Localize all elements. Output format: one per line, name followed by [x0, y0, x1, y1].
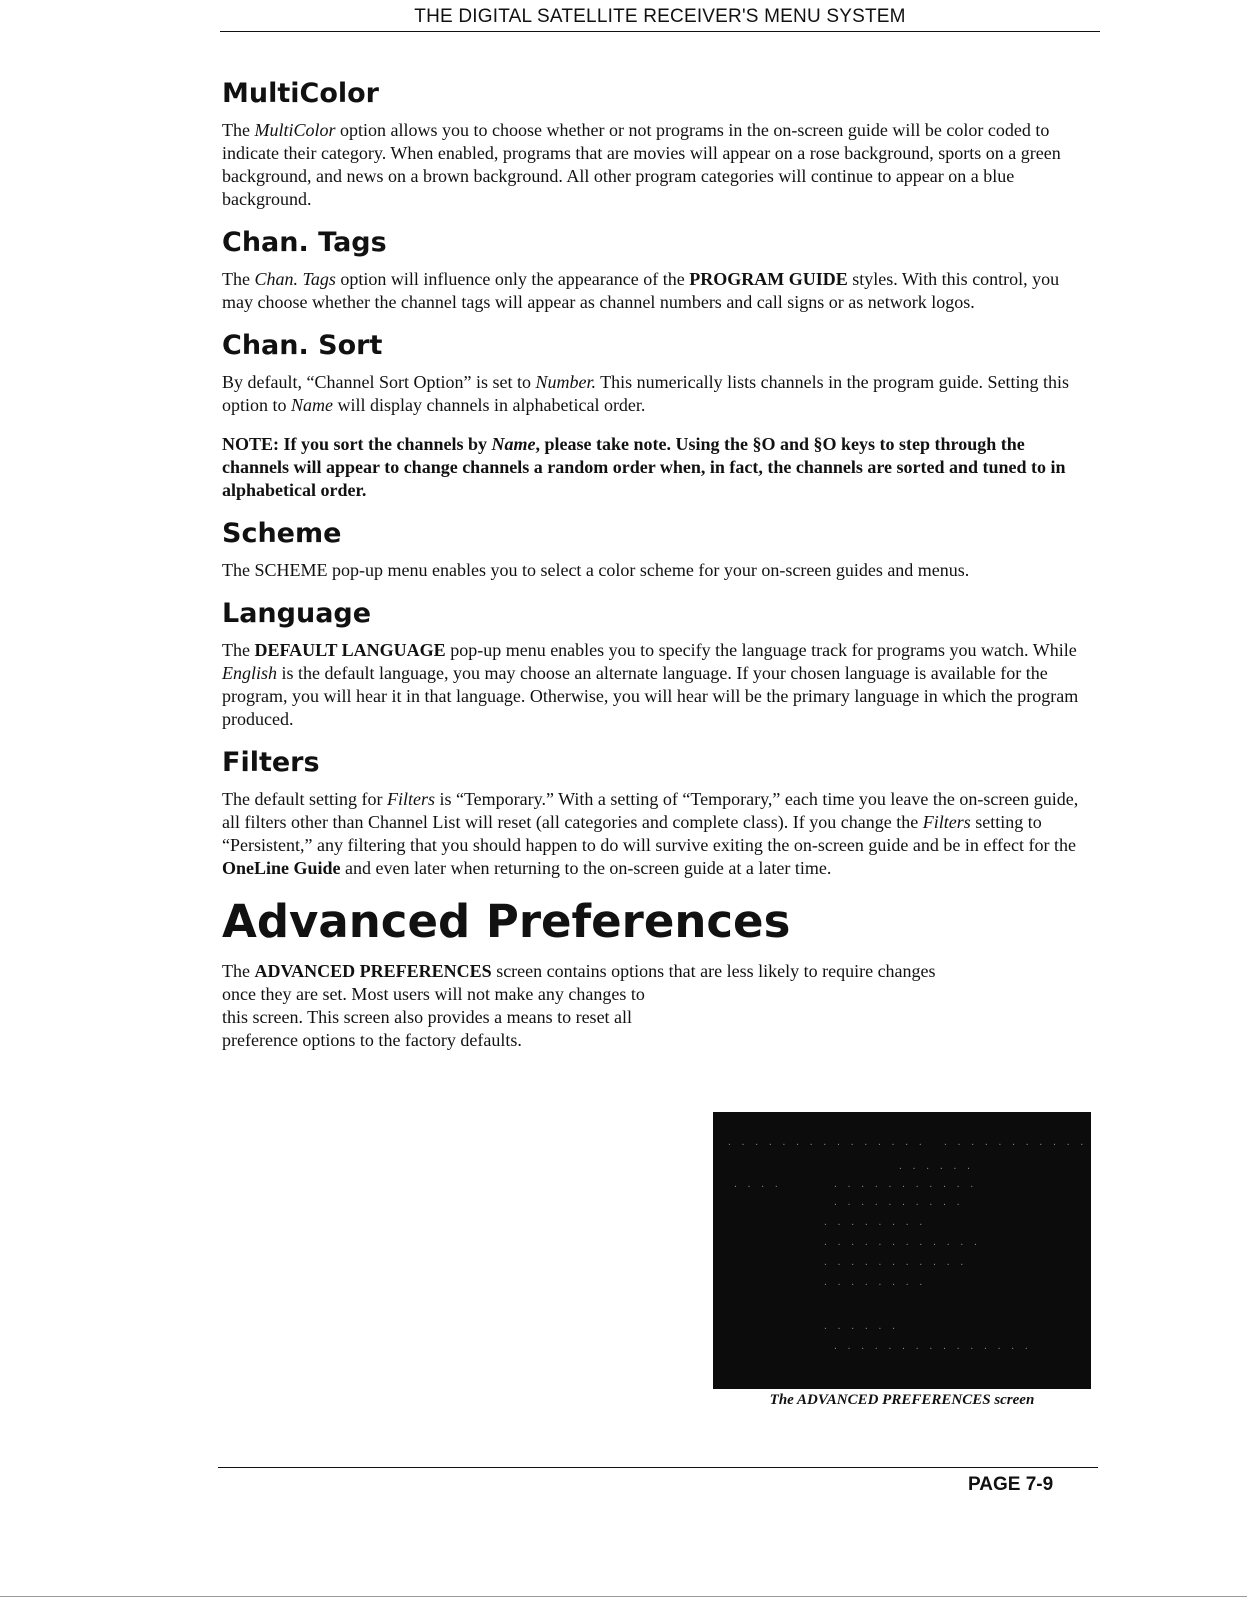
footer-rule [218, 1467, 1098, 1468]
heading-multicolor: MultiColor [222, 78, 379, 109]
page-number: PAGE 7-9 [968, 1474, 1054, 1495]
heading-chan-tags: Chan. Tags [222, 227, 387, 258]
bold-term: PROGRAM GUIDE [689, 269, 848, 289]
italic-term: Filters [922, 812, 971, 832]
screen-blur-text: · · · · · · · · · · [833, 1200, 963, 1209]
section-language [222, 598, 1092, 731]
paragraph-chan-tags [222, 268, 1092, 314]
heading-language: Language [222, 598, 372, 629]
advanced-preferences-screenshot [713, 1112, 1091, 1389]
paragraph-multicolor [222, 119, 1092, 211]
note-chan-sort [222, 433, 1092, 502]
section-chan-tags [222, 227, 1092, 314]
heading-filters: Filters [222, 747, 320, 778]
heading-chan-sort: Chan. Sort [222, 330, 383, 361]
text-run: option allows you to choose whether or not programs in the on-screen guide will be color coded to indicate their category. When enabled, programs that are movies will appear on a rose background, sports on a green background, and news on a brown background. All other program categories will continue to appear on a blue background. [222, 120, 1061, 209]
italic-term: Chan. Tags [254, 269, 336, 289]
text-run: The [222, 560, 255, 580]
caps-term: SCHEME [254, 560, 328, 580]
section-advanced-preferences [222, 896, 1092, 1052]
screen-blur-text: · · · · · · [823, 1324, 898, 1333]
screen-blur-text: · · · · · · · · · · · · [823, 1240, 980, 1249]
paragraph-language [222, 639, 1092, 731]
text-run: The [222, 120, 255, 140]
screen-blur-text: · · · · · · · · [823, 1280, 926, 1289]
bold-term: OneLine Guide [222, 858, 341, 878]
text-run: screen contains options that are less likely to require changes [491, 961, 936, 981]
header-rule [220, 31, 1100, 32]
text-run: setting to “Persistent,” any filtering that you should happen to do will survive exiting the on-screen guide and be in effect for the [222, 812, 1076, 855]
text-run: The default setting for [222, 789, 387, 809]
paragraph-filters [222, 788, 1092, 880]
scan-edge-rule [0, 1596, 1247, 1597]
section-chan-sort [222, 330, 1092, 502]
italic-term: Name [491, 434, 536, 454]
heading-advanced-preferences: Advanced Preferences [222, 895, 791, 948]
italic-term: MultiColor [254, 120, 336, 140]
italic-term: Number. [535, 372, 596, 392]
screen-blur-text: · · · · · · · · · · · · · · · [833, 1344, 1031, 1353]
text-run: The [222, 961, 255, 981]
paragraph-advanced-intro [222, 960, 1092, 983]
heading-scheme: Scheme [222, 518, 342, 549]
section-filters [222, 747, 1092, 880]
screen-blur-text: · · · · · · [898, 1164, 973, 1173]
italic-term: English [222, 663, 278, 683]
text-run: The [222, 640, 255, 660]
text-run: and even later when returning to the on-screen guide at a later time. [340, 858, 832, 878]
italic-term: Filters [386, 789, 435, 809]
text-run: is the default language, you may choose an alternate language. If your chosen language is available for the program, you will hear it in that language. Otherwise, you will hear will be the primary language in which the program produced. [222, 663, 1079, 729]
paragraph-scheme [222, 559, 1092, 582]
screen-blur-text: · · · · · · · · · · · [833, 1182, 977, 1191]
text-run: pop-up menu enables you to select a color scheme for your on-screen guides and menus. [327, 560, 970, 580]
text-run: , please take note. Using the §O and §O keys to step through the channels will appear to change channels a random order when, in fact, the channels are sorted and tuned to in alphabetical order. [222, 434, 1066, 500]
bold-term: ADVANCED PREFERENCES [254, 961, 492, 981]
text-run: styles. With this control, you may choose whether the channel tags will appear as channel numbers and call signs or as network logos. [222, 269, 1060, 312]
text-run: By default, “Channel Sort Option” is set to [222, 372, 536, 392]
section-multicolor [222, 78, 1092, 211]
text-run: is “Temporary.” With a setting of “Temporary,” each time you leave the on-screen guide, all filters other than Channel List will reset (all categories and complete class). If you change the [222, 789, 1079, 832]
screen-blur-text: · · · · · · · · · · · · · · · [727, 1140, 925, 1149]
page-content [222, 78, 1092, 1052]
text-run: pop-up menu enables you to specify the language track for programs you watch. While [445, 640, 1077, 660]
text-run: NOTE: If you sort the channels by [222, 434, 492, 454]
figure-caption: The ADVANCED PREFERENCES screen [769, 1392, 1035, 1408]
running-header: THE DIGITAL SATELLITE RECEIVER'S MENU SYSTEM [414, 6, 906, 27]
paragraph-advanced-rest: once they are set. Most users will not make any changes to this screen. This screen also provides a means to reset all preference options to the factory defaults. [222, 984, 645, 1050]
text-run: option will influence only the appearance of the [335, 269, 690, 289]
screen-blur-text: · · · · · · · · [823, 1220, 926, 1229]
text-run: This numerically lists channels in the program guide. Setting this option to [222, 372, 1070, 415]
screen-blur-text: · · · · · · · · · · · [943, 1140, 1087, 1149]
text-run: will display channels in alphabetical order. [333, 395, 646, 415]
screen-blur-text: · · · · · · · · · · · [823, 1260, 967, 1269]
bold-term: DEFAULT LANGUAGE [254, 640, 446, 660]
italic-term: Name [291, 395, 334, 415]
text-run: The [222, 269, 255, 289]
screen-blur-text: · · · · [733, 1182, 781, 1191]
paragraph-chan-sort [222, 371, 1092, 417]
section-scheme [222, 518, 1092, 582]
